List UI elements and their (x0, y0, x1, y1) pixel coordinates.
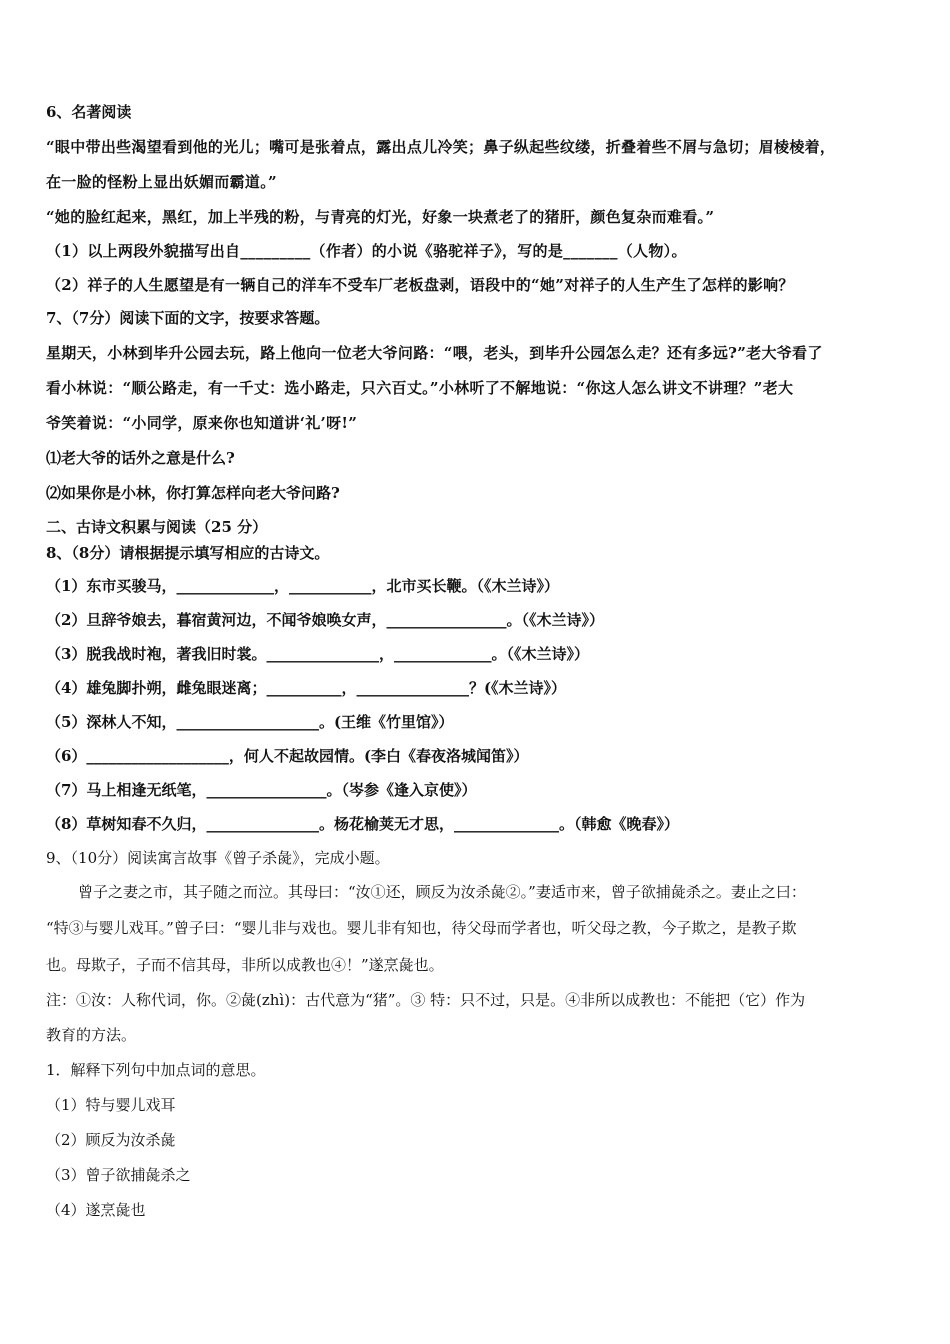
q6-sub2: （2）祥子的人生愿望是有一辆自己的洋车不受车厂老板盘剥，语段中的“她”对祥子的人生产生了怎样的影响？ (46, 276, 794, 294)
q8-item: （1）东市买骏马，_____________，___________，北市买长鞭。（《木兰诗》） (46, 577, 559, 595)
section2-heading: 二、古诗文积累与阅读（25 分） (46, 518, 268, 536)
q8-title: 8、（8分）请根据提示填写相应的古诗文。 (46, 544, 330, 562)
q8-item: （2）旦辞爷娘去，暮宿黄河边，不闻爷娘唤女声，________________。（《木兰诗》） (46, 611, 604, 629)
q7-passage-line1: 星期天，小林到毕升公园去玩，路上他向一位老大爷问路：“喂，老头，到毕升公园怎么走？还有多远?”老大爷看了 (46, 344, 823, 362)
q9-text-line1: 曾子之妻之市，其子随之而泣。其母曰：“汝①还，顾反为汝杀彘②。”妻适市来，曾子欲捕彘杀之。妻止之曰： (78, 883, 806, 901)
q9-item: （1）特与婴儿戏耳 (46, 1096, 176, 1114)
q9-item: （4）遂烹彘也 (46, 1201, 146, 1219)
q9-note-line1: 注：①汝：人称代词，你。②彘(zhì)：古代意为“猪”。③ 特：只不过，只是。④非所以成教也：不能把（它）作为 (46, 991, 806, 1009)
q8-item: （5）深林人不知，___________________。(王维《竹里馆》） (46, 713, 454, 731)
q8-item: （6）___________________，何人不起故园情。(李白《春夜洛城闻笛》） (46, 747, 529, 765)
q7-title: 7、（7分）阅读下面的文字，按要求答题。 (46, 309, 330, 327)
q7-sub2: ⑵如果你是小林，你打算怎样向老大爷问路? (46, 484, 340, 502)
q6-quote1-line1: “眼中带出些渴望看到他的光儿；嘴可是张着点，露出点儿冷笑；鼻子纵起些纹缕，折叠着些不屑与急切；眉棱棱着， (46, 138, 836, 156)
q9-question1: 1．解释下列句中加点词的意思。 (46, 1061, 266, 1079)
q8-item: （7）马上相逢无纸笔，________________。（岑参《逢入京使》） (46, 781, 477, 799)
q8-item: （3）脱我战时袍，著我旧时裳。_______________，_____________。（《木兰诗》） (46, 645, 589, 663)
q7-sub1: ⑴老大爷的话外之意是什么? (46, 449, 235, 467)
q6-quote1-line2: 在一脸的怪粉上显出妖媚而霸道。” (46, 173, 277, 191)
q6-sub1: （1）以上两段外貌描写出自_________（作者）的小说《骆驼祥子》，写的是_______（人物）。 (46, 242, 687, 260)
q8-item: （4）雄兔脚扑朔，雌兔眼迷离；__________，_______________？(《木兰诗》） (46, 679, 567, 697)
q7-passage-line3: 爷笑着说：“小同学，原来你也知道讲‘礼’呀!” (46, 414, 358, 432)
q9-text-line2: “特③与婴儿戏耳。”曾子曰：“婴儿非与戏也。婴儿非有知也，待父母而学者也，听父母之教，今子欺之，是教子欺 (46, 919, 797, 937)
q6-title: 6、名著阅读 (46, 103, 132, 121)
q8-item: （8）草树知春不久归，_______________。杨花榆荚无才思，______________。（韩愈《晚春》） (46, 815, 679, 833)
q9-item: （2）顾反为汝杀彘 (46, 1131, 176, 1149)
q6-quote2: “她的脸红起来，黑红，加上半残的粉，与青亮的灯光，好象一块煮老了的猪肝，颜色复杂而难看。” (46, 208, 715, 226)
q9-text-line3: 也。母欺子，子而不信其母，非所以成教也④！”遂烹彘也。 (46, 956, 444, 974)
q9-item: （3）曾子欲捕彘杀之 (46, 1166, 191, 1184)
q9-title: 9、（10分）阅读寓言故事《曾子杀彘》，完成小题。 (46, 849, 390, 867)
q7-passage-line2: 看小林说：“顺公路走，有一千丈：选小路走，只六百丈。”小林听了不解地说：“你这人怎么讲文不讲理？”老大 (46, 379, 794, 397)
q9-note-line2: 教育的方法。 (46, 1026, 137, 1044)
